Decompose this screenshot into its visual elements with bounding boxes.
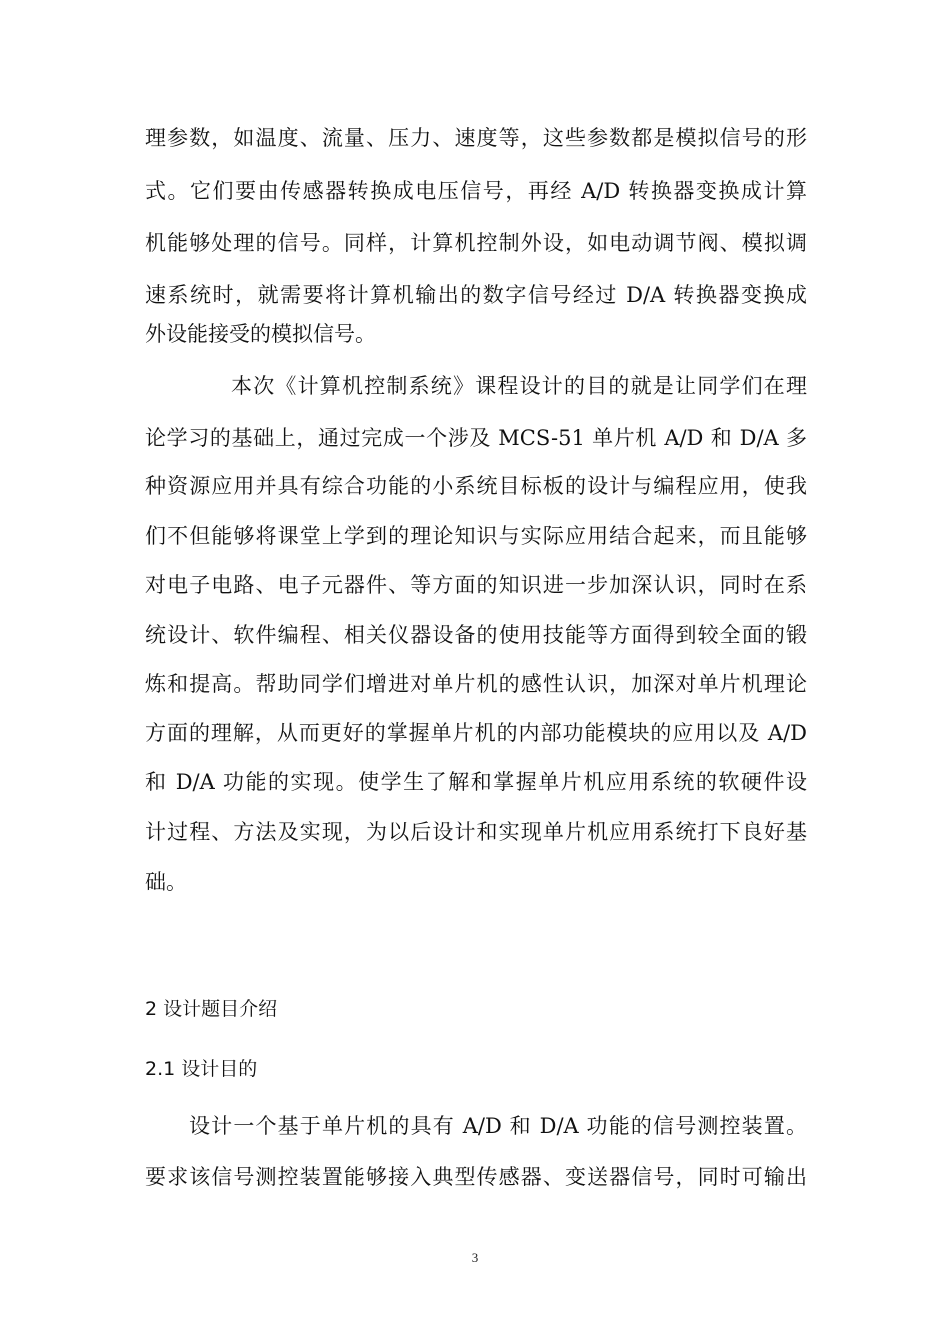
paragraph-line: 式。它们要由传感器转换成电压信号，再经 A/D 转换器变换成计算 [145, 179, 807, 203]
paragraph-line: 和 D/A 功能的实现。使学生了解和掌握单片机应用系统的软硬件设 [145, 770, 807, 794]
section-heading: 2 设计题目介绍 [145, 998, 278, 1020]
paragraph-line: 理参数，如温度、流量、压力、速度等，这些参数都是模拟信号的形 [145, 126, 807, 150]
paragraph-line: 要求该信号测控装置能够接入典型传感器、变送器信号，同时可输出 [145, 1165, 807, 1189]
subsection-heading: 2.1 设计目的 [145, 1058, 258, 1080]
paragraph-line: 机能够处理的信号。同样，计算机控制外设，如电动调节阀、模拟调 [145, 231, 807, 255]
paragraph-line: 论学习的基础上，通过完成一个涉及 MCS-51 单片机 A/D 和 D/A 多 [145, 426, 807, 450]
paragraph-line: 础。 [145, 870, 187, 894]
paragraph-line: 炼和提高。帮助同学们增进对单片机的感性认识，加深对单片机理论 [145, 672, 807, 696]
paragraph-line: 本次《计算机控制系统》课程设计的目的就是让同学们在理 [231, 374, 807, 398]
paragraph-line: 种资源应用并具有综合功能的小系统目标板的设计与编程应用，使我 [145, 474, 807, 498]
paragraph-line: 们不但能够将课堂上学到的理论知识与实际应用结合起来，而且能够 [145, 524, 807, 548]
paragraph-line: 设计一个基于单片机的具有 A/D 和 D/A 功能的信号测控装置。 [189, 1114, 807, 1138]
paragraph-line: 对电子电路、电子元器件、等方面的知识进一步加深认识，同时在系 [145, 573, 807, 597]
page-number: 3 [471, 1250, 479, 1265]
paragraph-line: 速系统时，就需要将计算机输出的数字信号经过 D/A 转换器变换成 [145, 283, 807, 307]
paragraph-line: 统设计、软件编程、相关仪器设备的使用技能等方面得到较全面的锻 [145, 623, 807, 647]
paragraph-line: 方面的理解，从而更好的掌握单片机的内部功能模块的应用以及 A/D [145, 721, 807, 745]
paragraph-line: 外设能接受的模拟信号。 [145, 322, 376, 346]
paragraph-line: 计过程、方法及实现，为以后设计和实现单片机应用系统打下良好基 [145, 820, 807, 844]
